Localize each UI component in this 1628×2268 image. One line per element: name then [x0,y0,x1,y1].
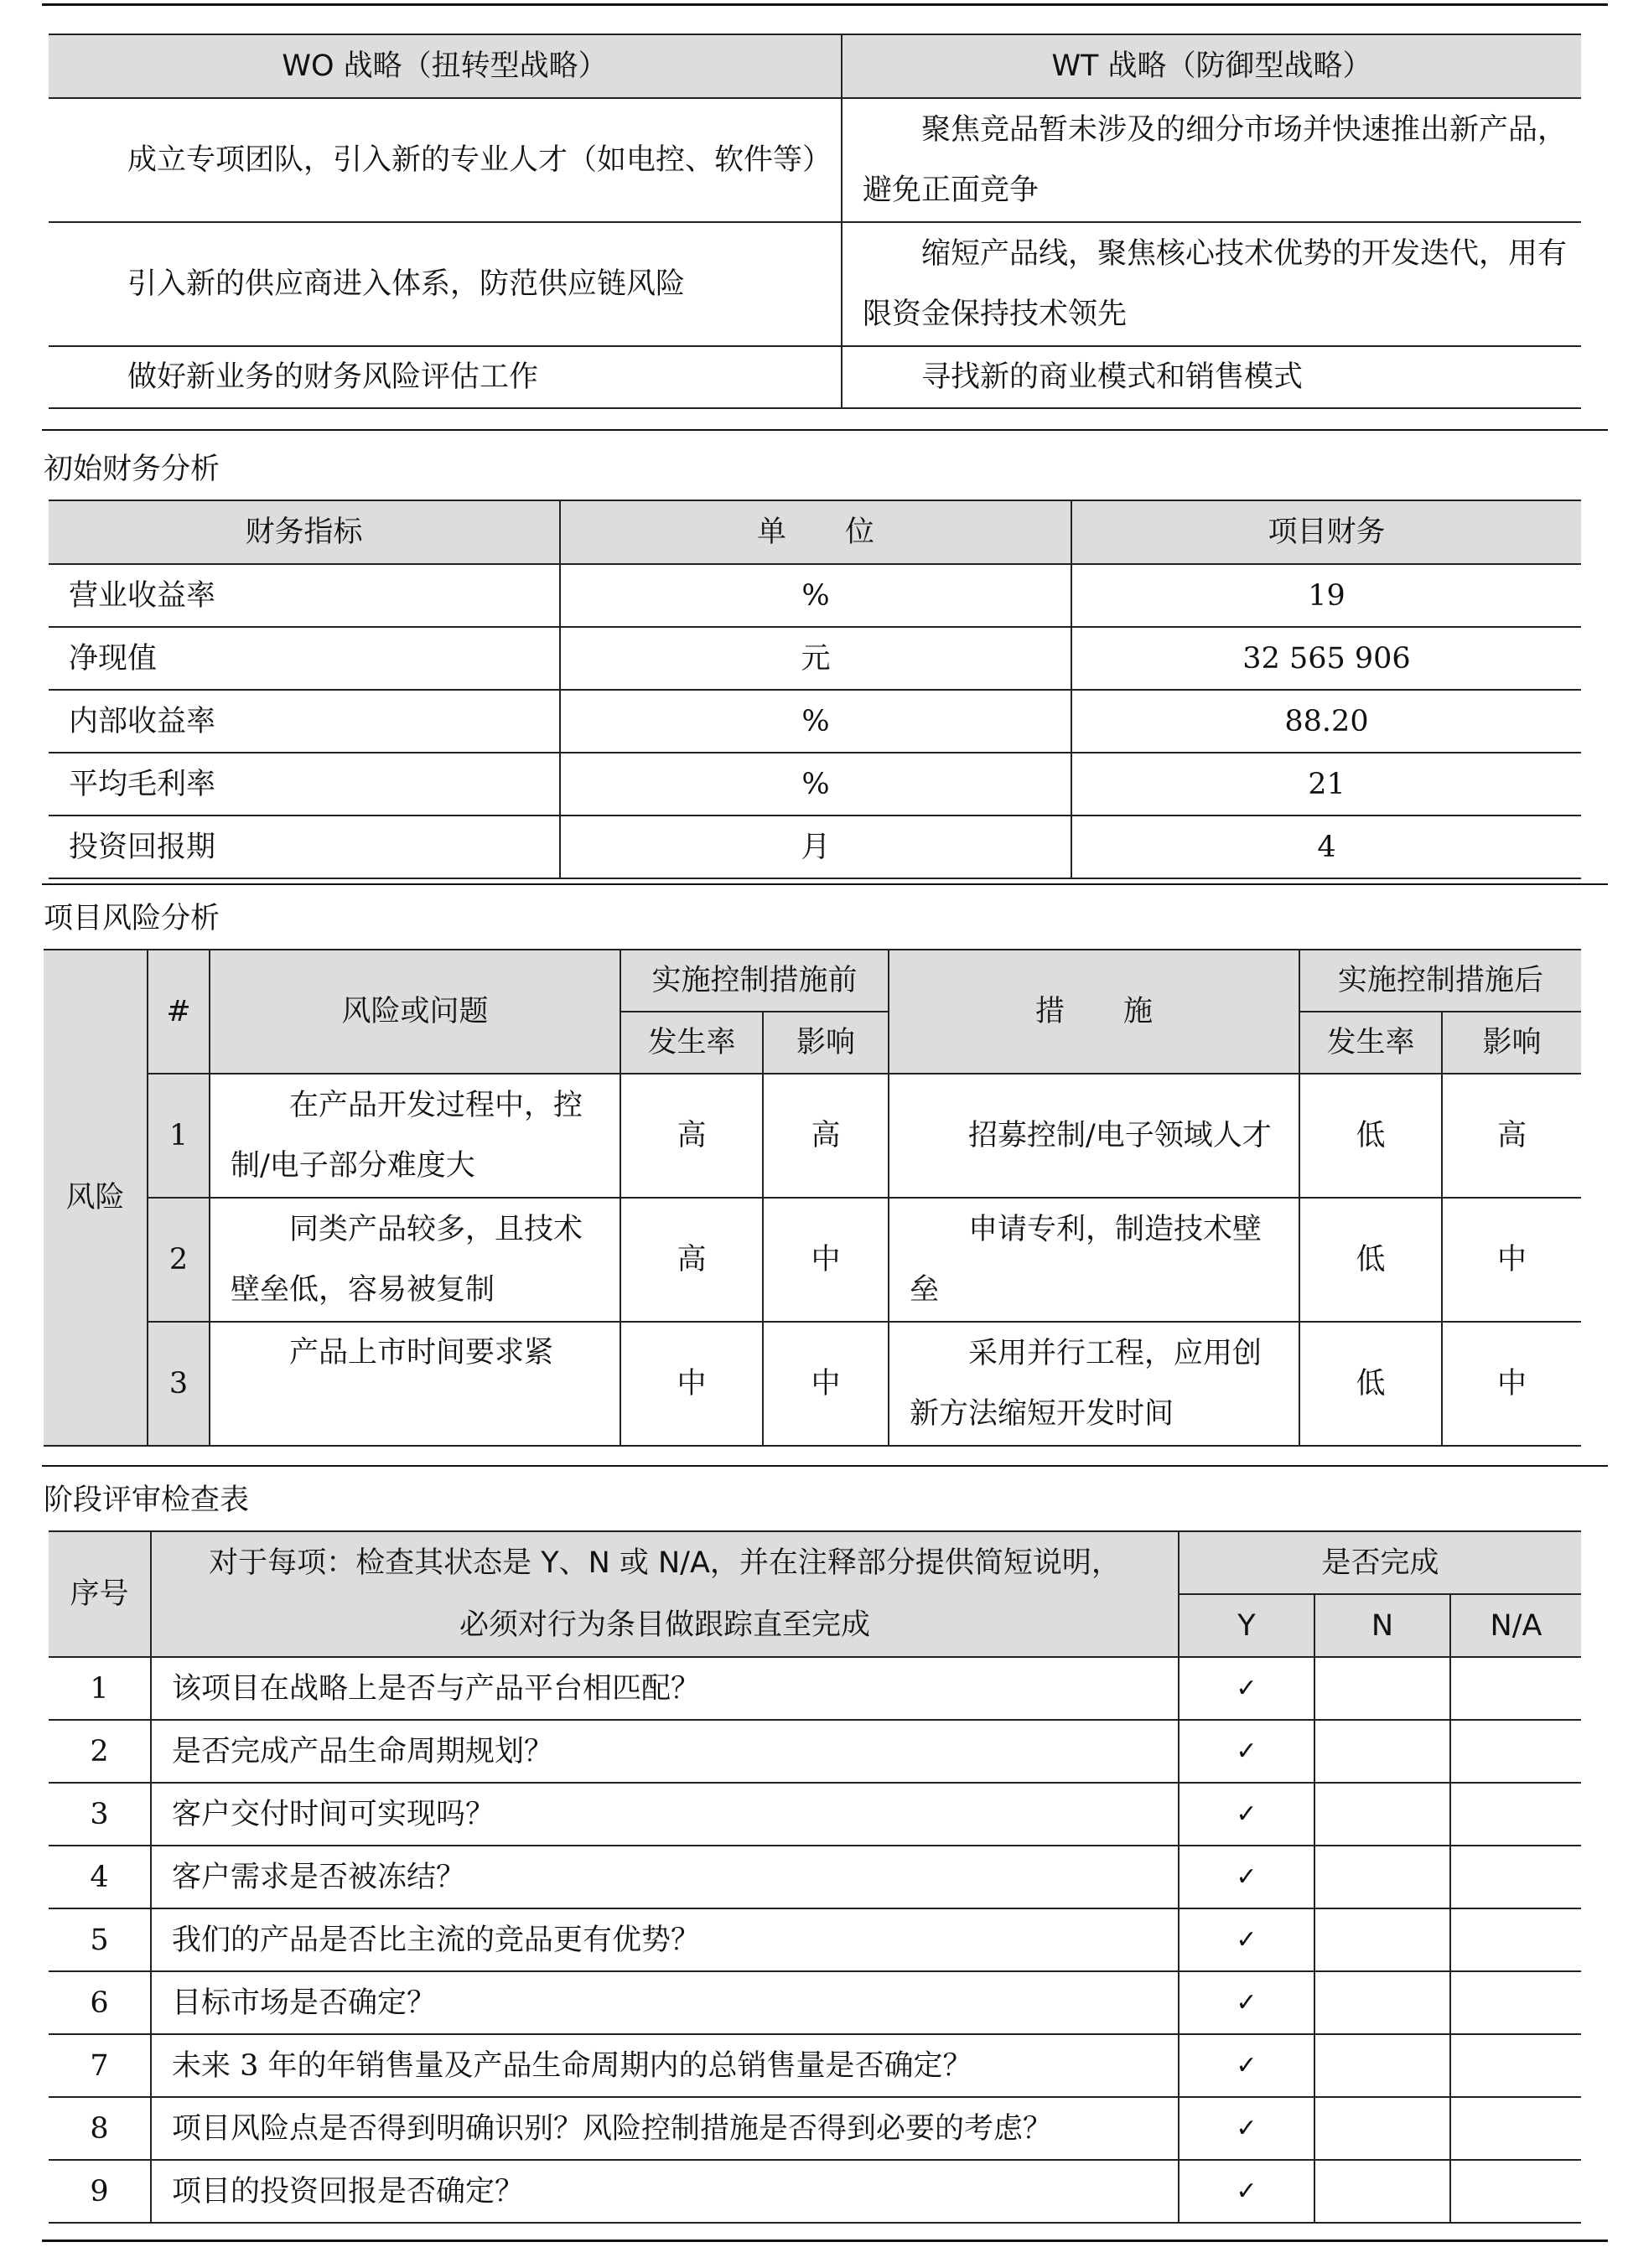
risk-before-impact: 中 [763,1322,889,1446]
review-check-n[interactable] [1314,2034,1450,2097]
review-item: 该项目在战略上是否与产品平台相匹配？ [151,1657,1179,1720]
finance-unit: % [560,690,1071,753]
risk-header-num: # [148,950,210,1074]
risk-header-issue: 风险或问题 [210,950,620,1074]
wt-strategy-cell: 寻找新的商业模式和销售模式 [842,346,1581,408]
risk-header-after: 实施控制措施后 [1299,950,1581,1012]
finance-indicator: 净现值 [49,627,560,690]
finance-indicator: 内部收益率 [49,690,560,753]
risk-header-after-rate: 发生率 [1299,1012,1442,1074]
finance-value: 21 [1071,753,1581,816]
wo-strategy-cell: 做好新业务的财务风险评估工作 [49,346,842,408]
risk-header-before: 实施控制措施前 [620,950,889,1012]
bottom-rule [42,2240,1608,2242]
risk-after-impact: 高 [1442,1074,1581,1198]
review-check-n[interactable] [1314,1657,1450,1720]
table-row [44,1322,1581,1446]
risk-before-rate: 中 [620,1322,763,1446]
review-item: 我们的产品是否比主流的竞品更有优势？ [151,1908,1179,1971]
risk-before-impact: 中 [763,1198,889,1322]
review-check-na[interactable] [1450,1846,1581,1908]
section-divider [42,883,1608,885]
risk-measure: 采用并行工程，应用创新方法缩短开发时间 [889,1322,1299,1446]
review-header-seq: 序号 [49,1531,151,1657]
table-row [49,816,1581,878]
table-row [49,627,1581,690]
review-check-na[interactable] [1450,2160,1581,2223]
risk-before-rate: 高 [620,1074,763,1198]
review-check-y[interactable]: ✓ [1179,2097,1314,2160]
wo-strategy-cell: 引入新的供应商进入体系，防范供应链风险 [49,222,842,346]
review-item: 客户交付时间可实现吗？ [151,1783,1179,1846]
risk-before-rate: 高 [620,1198,763,1322]
finance-indicator: 投资回报期 [49,816,560,878]
review-seq: 4 [49,1846,151,1908]
finance-indicator: 营业收益率 [49,564,560,627]
review-check-na[interactable] [1450,1908,1581,1971]
risk-measure: 申请专利，制造技术壁垒 [889,1198,1299,1322]
risk-after-rate: 低 [1299,1198,1442,1322]
risk-before-impact: 高 [763,1074,889,1198]
finance-table [49,500,1581,879]
table-row [44,1198,1581,1322]
review-check-y[interactable]: ✓ [1179,2034,1314,2097]
review-check-n[interactable] [1314,1908,1450,1971]
finance-value: 88.20 [1071,690,1581,753]
review-seq: 3 [49,1783,151,1846]
risk-num: 3 [148,1322,210,1446]
review-check-na[interactable] [1450,2097,1581,2160]
finance-header-value: 项目财务 [1071,500,1581,564]
review-item: 是否完成产品生命周期规划？ [151,1720,1179,1783]
risk-after-impact: 中 [1442,1198,1581,1322]
review-seq: 7 [49,2034,151,2097]
review-seq: 5 [49,1908,151,1971]
finance-unit: 月 [560,816,1071,878]
risk-num: 2 [148,1198,210,1322]
finance-value: 19 [1071,564,1581,627]
section-divider [42,1465,1608,1467]
finance-value: 32 565 906 [1071,627,1581,690]
risk-side-label: 风险 [44,950,148,1446]
review-seq: 9 [49,2160,151,2223]
review-check-na[interactable] [1450,2034,1581,2097]
review-check-n[interactable] [1314,1783,1450,1846]
review-check-na[interactable] [1450,1657,1581,1720]
table-row [44,1074,1581,1198]
review-check-n[interactable] [1314,1971,1450,2034]
table-row [49,1720,1581,1783]
table-row [49,2034,1581,2097]
risk-measure: 招募控制/电子领域人才 [889,1074,1299,1198]
review-check-y[interactable]: ✓ [1179,1657,1314,1720]
review-check-na[interactable] [1450,1971,1581,2034]
table-row [49,1971,1581,2034]
review-seq: 2 [49,1720,151,1783]
review-item: 未来 3 年的年销售量及产品生命周期内的总销售量是否确定？ [151,2034,1179,2097]
review-instruction-line2: 必须对行为条目做跟踪直至完成 [459,1608,870,1642]
table-row [49,753,1581,816]
risk-section-title: 项目风险分析 [44,902,220,935]
section-divider [42,429,1608,431]
review-header-instruction [151,1531,1179,1657]
review-item: 项目的投资回报是否确定？ [151,2160,1179,2223]
review-item: 客户需求是否被冻结？ [151,1846,1179,1908]
risk-header-after-impact: 影响 [1442,1012,1581,1074]
wt-strategy-header: WT 战略（防御型战略） [842,34,1581,98]
review-check-n[interactable] [1314,1846,1450,1908]
risk-issue: 在产品开发过程中，控制/电子部分难度大 [210,1074,620,1198]
table-row [49,1783,1581,1846]
swot-strategy-table [49,34,1581,409]
wo-strategy-cell: 成立专项团队，引入新的专业人才（如电控、软件等） [49,98,842,222]
review-check-y[interactable]: ✓ [1179,1908,1314,1971]
review-check-y[interactable]: ✓ [1179,1783,1314,1846]
table-row [49,564,1581,627]
wo-strategy-header: WO 战略（扭转型战略） [49,34,842,98]
risk-issue: 同类产品较多，且技术壁垒低，容易被复制 [210,1198,620,1322]
review-check-y[interactable]: ✓ [1179,2160,1314,2223]
finance-section-title: 初始财务分析 [44,453,220,486]
table-row [49,2160,1581,2223]
review-checklist-table [49,1530,1581,2224]
wt-strategy-cell: 缩短产品线，聚焦核心技术优势的开发迭代，用有限资金保持技术领先 [842,222,1581,346]
risk-issue: 产品上市时间要求紧 [210,1322,620,1446]
review-check-n[interactable] [1314,2097,1450,2160]
review-check-n[interactable] [1314,1720,1450,1783]
finance-unit: % [560,564,1071,627]
review-seq: 6 [49,1971,151,2034]
risk-header-before-impact: 影响 [763,1012,889,1074]
risk-header-measure: 措 施 [889,950,1299,1074]
finance-unit: 元 [560,627,1071,690]
top-rule [42,3,1608,6]
finance-unit: % [560,753,1071,816]
review-seq: 1 [49,1657,151,1720]
risk-after-rate: 低 [1299,1074,1442,1198]
review-item: 项目风险点是否得到明确识别？风险控制措施是否得到必要的考虑？ [151,2097,1179,2160]
wt-strategy-cell: 聚焦竞品暂未涉及的细分市场并快速推出新产品，避免正面竞争 [842,98,1581,222]
review-check-na[interactable] [1450,1783,1581,1846]
review-item: 目标市场是否确定？ [151,1971,1179,2034]
review-header-done: 是否完成 [1179,1531,1581,1594]
table-row [49,1657,1581,1720]
review-section-title: 阶段评审检查表 [44,1484,250,1517]
review-check-na[interactable] [1450,1720,1581,1783]
finance-header-unit: 单 位 [560,500,1071,564]
review-header-y: Y [1179,1594,1314,1657]
review-check-y[interactable]: ✓ [1179,1971,1314,2034]
risk-table [44,949,1581,1447]
table-row [49,1908,1581,1971]
finance-value: 4 [1071,816,1581,878]
risk-after-impact: 中 [1442,1322,1581,1446]
table-row [49,690,1581,753]
review-instruction-line1: 对于每项：检查其状态是 Y、N 或 N/A，并在注释部分提供简短说明， [209,1546,1121,1580]
review-seq: 8 [49,2097,151,2160]
finance-indicator: 平均毛利率 [49,753,560,816]
risk-header-before-rate: 发生率 [620,1012,763,1074]
review-check-y[interactable]: ✓ [1179,1846,1314,1908]
review-check-y[interactable]: ✓ [1179,1720,1314,1783]
risk-after-rate: 低 [1299,1322,1442,1446]
table-row [49,2097,1581,2160]
finance-header-indicator: 财务指标 [49,500,560,564]
review-check-n[interactable] [1314,2160,1450,2223]
table-row [49,1846,1581,1908]
review-header-n: N [1314,1594,1450,1657]
review-header-na: N/A [1450,1594,1581,1657]
risk-num: 1 [148,1074,210,1198]
